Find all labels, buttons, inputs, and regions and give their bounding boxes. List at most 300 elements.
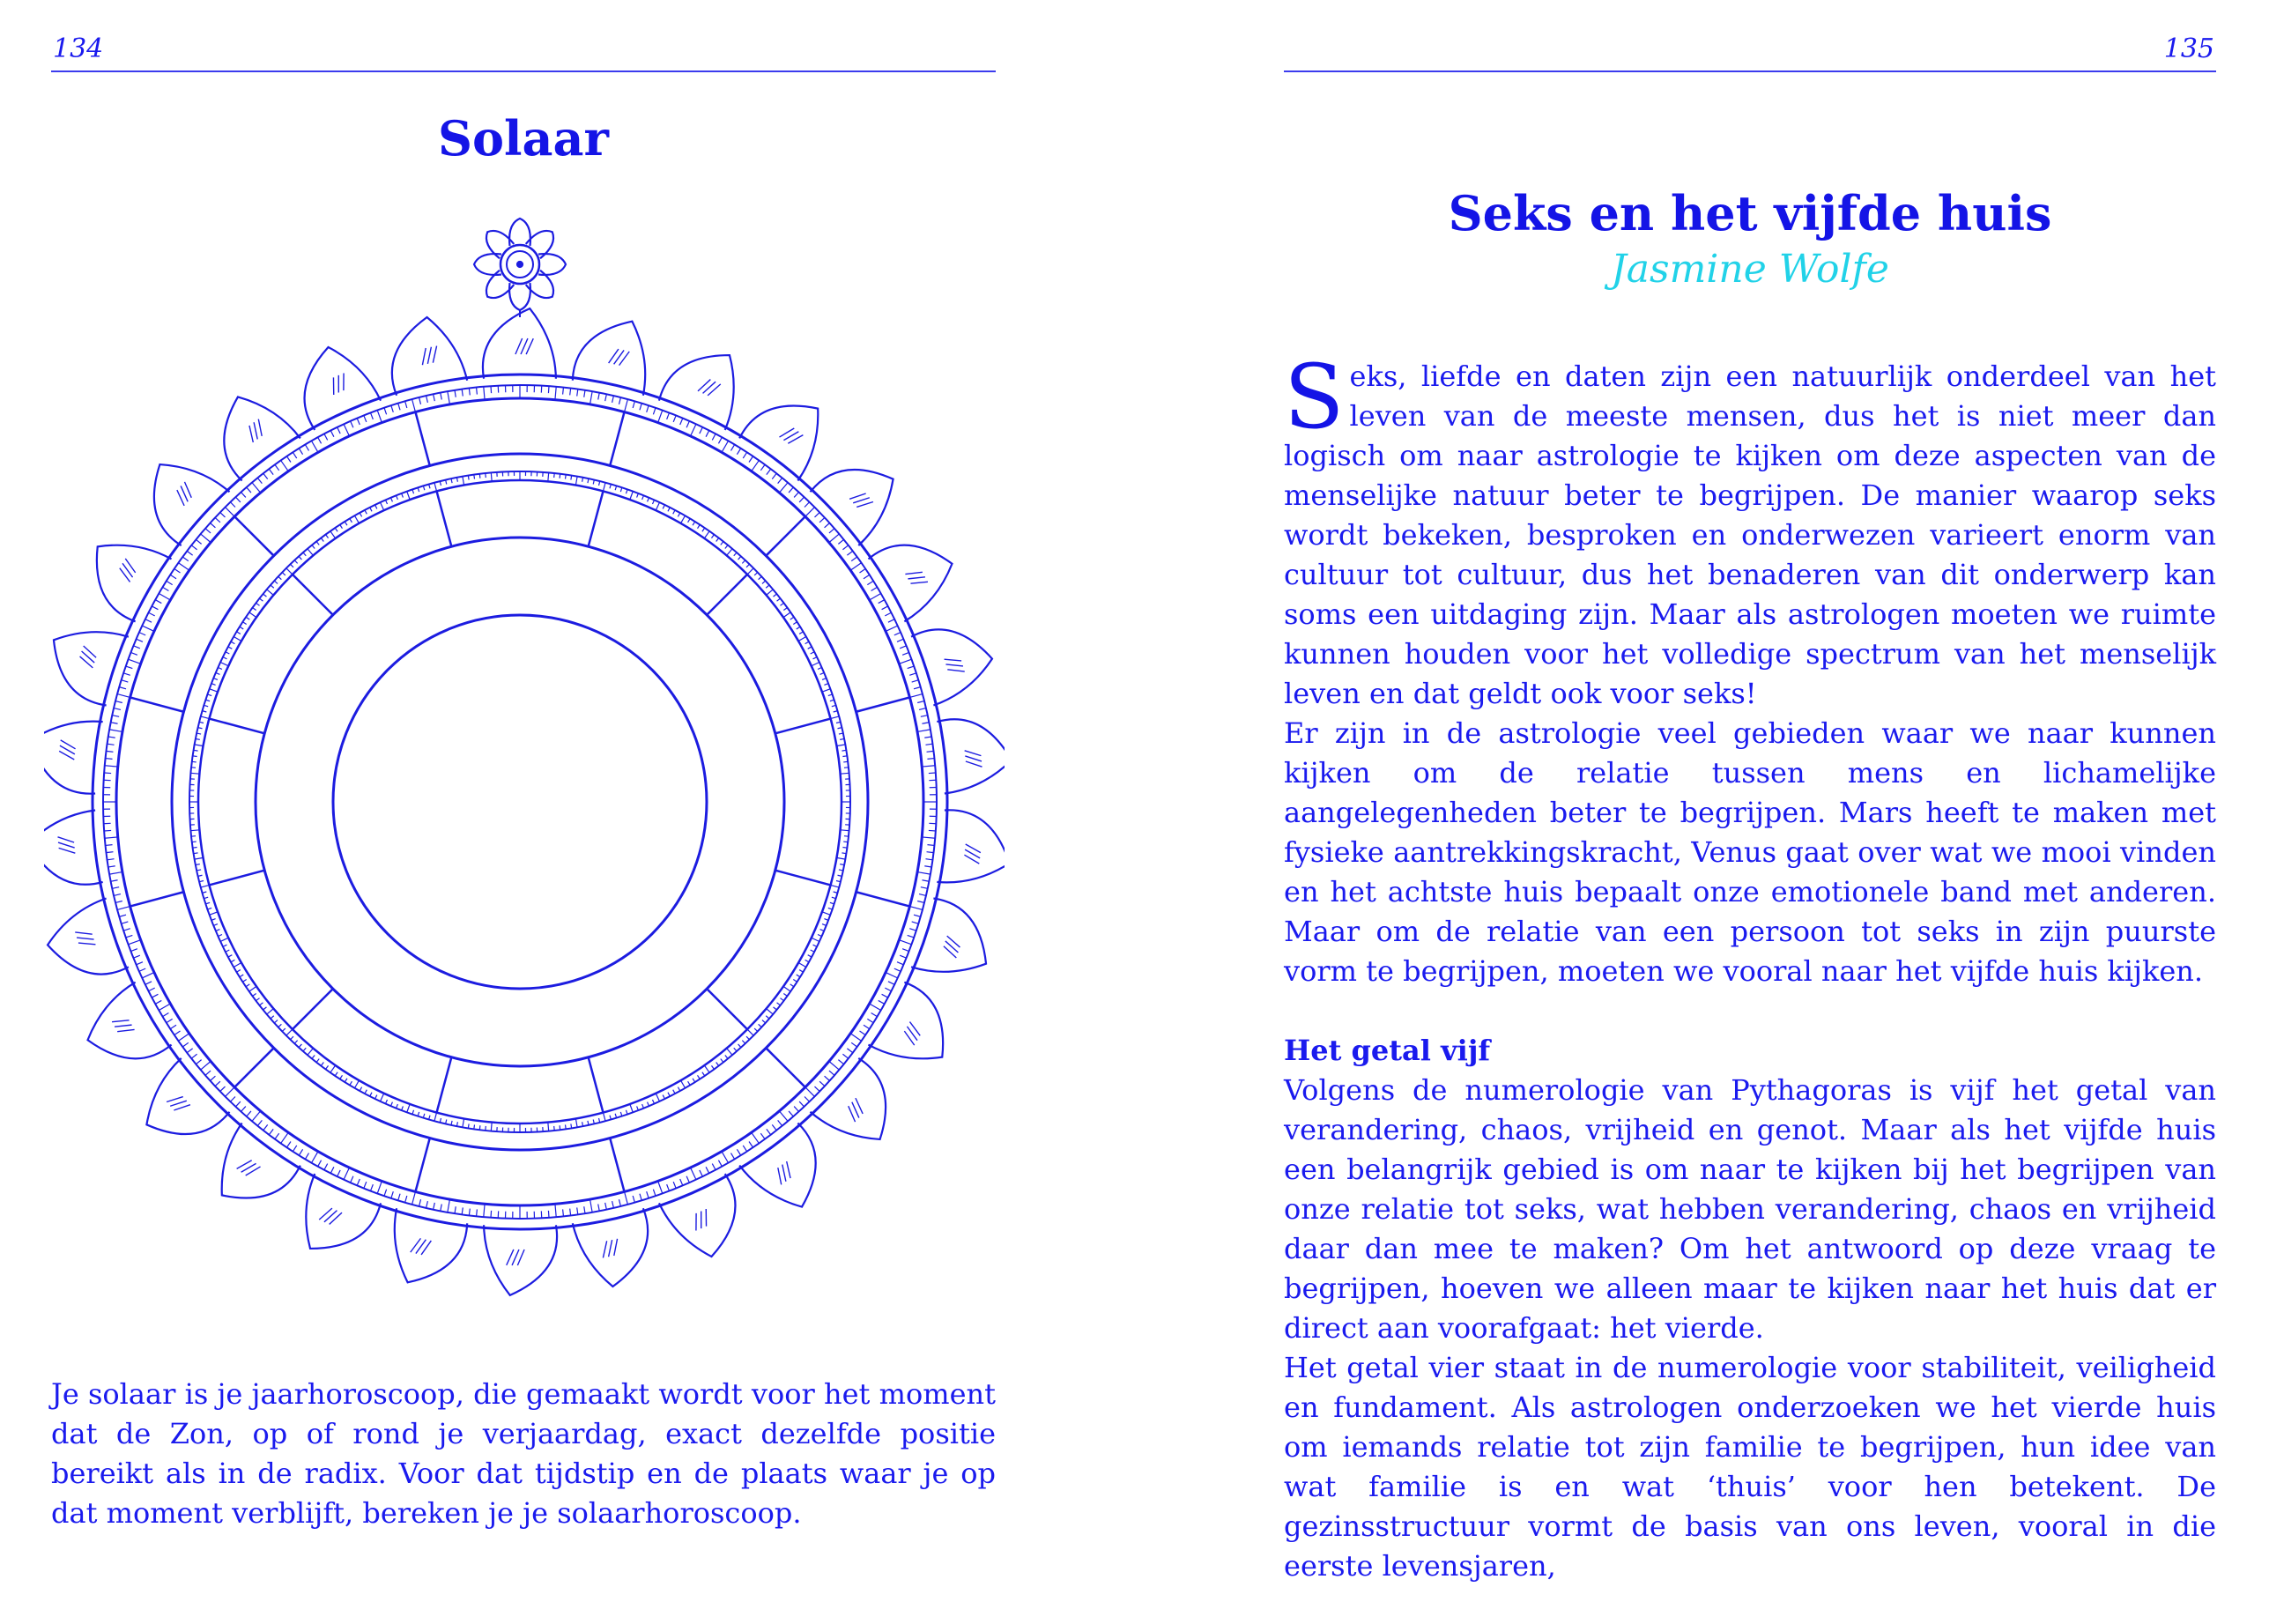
inner-degree-tick xyxy=(716,538,719,542)
petal-hatch xyxy=(966,761,982,767)
petal-hatch xyxy=(965,756,982,761)
degree-tick xyxy=(619,1199,620,1206)
degree-tick xyxy=(647,1191,649,1198)
degree-tick xyxy=(712,434,716,440)
inner-degree-tick xyxy=(738,1044,741,1048)
flower-center-dot xyxy=(517,262,523,267)
degree-tick xyxy=(220,1086,226,1092)
degree-tick xyxy=(426,396,428,403)
degree-tick xyxy=(108,744,115,745)
degree-tick xyxy=(577,1207,578,1214)
inner-degree-tick xyxy=(207,908,211,909)
inner-house-divider xyxy=(775,719,831,734)
degree-tick xyxy=(163,1012,169,1016)
inner-degree-tick xyxy=(335,528,337,531)
paragraph-4: Het getal vier staat in de numerologie voor stabiliteit, veiligheid en fundament. Als astrologen onderzoeken we het vierde huis om iemands relatie tot zijn familie te begrijpen, hun idee van wat familie is en wat ‘thuis’ voor hen betekent. De gezinsstructuur vormt de basis van ons leven, vooral in die eerste levensjaren, xyxy=(1284,1351,2216,1583)
degree-tick xyxy=(469,389,470,396)
inner-degree-tick xyxy=(204,897,208,898)
inner-degree-tick xyxy=(385,1100,387,1104)
degree-tick xyxy=(894,633,901,635)
degree-tick xyxy=(351,421,353,427)
outer-house-divider xyxy=(234,1048,274,1087)
inner-degree-tick xyxy=(805,960,809,961)
degree-tick xyxy=(860,569,866,573)
degree-tick xyxy=(137,639,143,641)
caption-text: Je solaar is je jaarhoroscoop, die gemaakt wordt voor het moment dat de Zon, op of rond je verjaardag, exact dezelfde positie bereikt als in de radix. Voor dat tijdstip en de plaats waar je op dat moment verblijft, bereken je je solaarhoroscoop. xyxy=(51,1377,996,1530)
degree-tick xyxy=(548,386,549,393)
inner-degree-tick xyxy=(246,984,249,987)
mandala-petal xyxy=(659,355,734,430)
inner-degree-tick xyxy=(218,667,222,669)
degree-tick xyxy=(247,1111,251,1116)
inner-degree-tick xyxy=(824,919,828,921)
degree-tick xyxy=(364,1182,367,1188)
inner-degree-tick xyxy=(548,472,549,481)
inner-degree-tick xyxy=(780,603,783,605)
inner-degree-tick xyxy=(201,716,210,719)
degree-tick xyxy=(241,492,246,497)
inner-degree-tick xyxy=(834,892,838,893)
degree-tick xyxy=(563,388,564,395)
degree-tick xyxy=(779,483,788,493)
inner-degree-tick xyxy=(842,847,847,848)
degree-tick xyxy=(491,1211,492,1218)
degree-tick xyxy=(269,469,273,474)
degree-tick xyxy=(914,915,921,916)
degree-tick xyxy=(700,1170,703,1176)
degree-tick xyxy=(191,1054,196,1058)
inner-degree-tick xyxy=(340,1075,343,1079)
inner-degree-tick xyxy=(820,930,825,931)
inner-degree-tick xyxy=(565,475,566,479)
inner-degree-tick xyxy=(762,581,766,583)
inner-degree-tick xyxy=(746,1036,749,1040)
inner-degree-tick xyxy=(746,564,749,567)
inner-degree-tick xyxy=(698,524,701,528)
petal-hatch xyxy=(324,1211,337,1222)
inner-degree-tick xyxy=(798,637,806,641)
inner-degree-tick xyxy=(830,700,834,701)
inner-degree-tick xyxy=(223,657,226,659)
degree-tick xyxy=(912,680,919,682)
degree-tick xyxy=(263,1124,268,1130)
degree-tick xyxy=(927,852,934,853)
inner-degree-tick xyxy=(226,652,229,654)
inner-degree-tick xyxy=(615,486,616,490)
petal-hatch xyxy=(75,932,92,934)
degree-tick xyxy=(337,1170,341,1176)
inner-degree-tick xyxy=(824,684,828,686)
inner-house-divider xyxy=(707,989,747,1029)
inner-degree-tick xyxy=(491,472,492,481)
inner-degree-tick xyxy=(194,750,198,751)
inner-degree-tick xyxy=(575,1118,577,1127)
inner-degree-tick xyxy=(747,568,753,575)
petal-hatch xyxy=(703,382,716,393)
degree-tick xyxy=(914,687,921,689)
inner-degree-tick xyxy=(294,1041,297,1044)
degree-tick xyxy=(106,845,113,846)
degree-tick xyxy=(680,419,683,425)
inner-degree-tick xyxy=(191,836,196,837)
degree-tick xyxy=(794,1107,798,1112)
inner-degree-tick xyxy=(767,1009,774,1014)
inner-degree-tick xyxy=(205,700,210,701)
degree-tick xyxy=(109,872,122,875)
degree-tick xyxy=(925,744,932,745)
degree-tick xyxy=(619,397,620,404)
inner-degree-tick xyxy=(777,598,781,601)
inner-degree-tick xyxy=(663,505,664,508)
inner-degree-tick xyxy=(836,745,845,746)
degree-tick xyxy=(142,626,154,631)
petal-hatch xyxy=(787,1161,790,1178)
inner-degree-tick xyxy=(271,1016,274,1019)
mandala-petal xyxy=(659,1174,736,1257)
paragraph-intro xyxy=(1284,345,2216,714)
inner-degree-tick xyxy=(308,1049,313,1056)
degree-tick xyxy=(548,1211,549,1218)
degree-tick xyxy=(370,1184,373,1190)
inner-degree-tick xyxy=(350,519,352,523)
inner-degree-tick xyxy=(192,761,196,762)
inner-degree-tick xyxy=(204,705,208,706)
inner-degree-tick xyxy=(571,476,572,480)
degree-tick xyxy=(653,408,656,415)
degree-tick xyxy=(658,1181,663,1193)
petal-hatch xyxy=(427,347,431,364)
degree-tick xyxy=(737,449,740,455)
inner-degree-tick xyxy=(220,663,228,666)
degree-tick xyxy=(312,1152,319,1163)
degree-tick xyxy=(377,1181,382,1193)
inner-degree-tick xyxy=(463,477,464,486)
inner-degree-tick xyxy=(412,489,414,493)
inner-degree-tick xyxy=(418,487,419,492)
degree-tick xyxy=(324,434,328,440)
inner-degree-tick xyxy=(375,505,377,508)
petal-hatch xyxy=(904,1031,914,1045)
degree-tick xyxy=(137,962,143,965)
degree-tick xyxy=(584,1206,585,1213)
inner-degree-tick xyxy=(805,641,809,643)
degree-tick xyxy=(842,545,848,550)
inner-degree-tick xyxy=(237,632,241,634)
degree-tick xyxy=(897,962,903,965)
petal-hatch xyxy=(112,1020,130,1022)
petal-hatch xyxy=(77,938,93,939)
degree-tick xyxy=(275,1133,279,1138)
inner-degree-tick xyxy=(355,515,360,523)
inner-degree-tick xyxy=(783,993,787,996)
degree-tick xyxy=(111,723,118,724)
degree-tick xyxy=(130,949,137,952)
inner-degree-tick xyxy=(843,761,848,762)
petal-hatch xyxy=(614,350,624,364)
degree-tick xyxy=(886,626,898,631)
degree-tick xyxy=(814,1086,819,1092)
degree-tick xyxy=(799,1101,804,1107)
degree-tick xyxy=(917,701,924,703)
inner-degree-tick xyxy=(832,705,836,706)
petal-hatch xyxy=(122,563,133,577)
degree-tick xyxy=(647,405,649,412)
inner-degree-tick xyxy=(271,585,274,588)
inner-degree-tick xyxy=(242,980,246,983)
degree-tick xyxy=(673,1182,676,1188)
outer-house-divider xyxy=(130,892,184,906)
degree-tick xyxy=(772,1124,776,1130)
inner-degree-tick xyxy=(711,1065,714,1069)
inner-degree-tick xyxy=(790,617,794,619)
degree-tick xyxy=(129,940,141,945)
page-number-right: 135 xyxy=(2163,33,2214,64)
degree-tick xyxy=(412,399,416,412)
degree-tick xyxy=(230,502,235,508)
inner-degree-tick xyxy=(312,545,315,549)
inner-degree-tick xyxy=(812,938,819,941)
inner-degree-tick xyxy=(259,598,263,601)
header-rule-left xyxy=(51,70,996,72)
inner-degree-tick xyxy=(716,1062,719,1065)
inner-degree-tick xyxy=(610,485,611,489)
degree-tick xyxy=(117,694,130,698)
degree-tick xyxy=(871,1012,878,1016)
degree-tick xyxy=(919,894,926,896)
degree-tick xyxy=(139,633,145,635)
inner-degree-tick xyxy=(207,694,211,696)
degree-tick xyxy=(281,461,289,471)
petal-hatch xyxy=(84,646,96,657)
degree-tick xyxy=(929,830,936,831)
inner-degree-tick xyxy=(223,945,226,946)
inner-degree-tick xyxy=(742,1041,745,1044)
inner-degree-tick xyxy=(626,489,627,493)
degree-tick xyxy=(230,1096,235,1101)
inner-degree-tick xyxy=(673,510,675,514)
degree-tick xyxy=(722,1152,729,1163)
inner-degree-tick xyxy=(360,1087,361,1091)
inner-degree-tick xyxy=(783,612,790,618)
degree-tick xyxy=(107,751,114,752)
inner-degree-tick xyxy=(721,541,723,545)
inner-degree-tick xyxy=(278,1024,282,1027)
degree-tick xyxy=(885,612,891,616)
inner-degree-tick xyxy=(630,1104,633,1112)
inner-degree-tick xyxy=(429,1116,430,1120)
degree-tick xyxy=(897,639,903,641)
inner-degree-tick xyxy=(423,1114,424,1118)
degree-tick xyxy=(191,545,196,550)
degree-tick xyxy=(114,894,121,896)
inner-degree-tick xyxy=(797,627,800,629)
degree-tick xyxy=(419,1199,421,1206)
chart-rings xyxy=(93,374,947,1229)
degree-tick xyxy=(305,1153,308,1160)
inner-degree-tick xyxy=(693,1079,695,1082)
degree-tick xyxy=(196,1060,201,1064)
degree-tick xyxy=(882,994,888,997)
degree-tick xyxy=(108,859,115,860)
inner-degree-tick xyxy=(228,647,232,649)
degree-tick xyxy=(293,1146,296,1152)
petal-hatch xyxy=(115,1025,131,1027)
degree-tick xyxy=(924,737,931,738)
inner-degree-tick xyxy=(263,1007,267,1010)
petal-hatch xyxy=(609,1240,612,1257)
inner-degree-tick xyxy=(249,612,256,618)
inner-degree-tick xyxy=(360,513,361,516)
mandala-petal xyxy=(868,983,943,1059)
degree-tick xyxy=(691,424,696,436)
degree-tick xyxy=(805,502,810,508)
degree-tick xyxy=(293,452,296,458)
inner-degree-tick xyxy=(603,483,605,492)
article-author: Jasmine Wolfe xyxy=(1611,247,1889,292)
degree-tick xyxy=(612,396,614,403)
petal-hatch xyxy=(167,1097,183,1102)
degree-tick xyxy=(126,935,133,938)
inner-degree-tick xyxy=(808,647,812,649)
inner-degree-tick xyxy=(345,522,347,525)
inner-degree-tick xyxy=(365,510,367,514)
degree-tick xyxy=(842,1054,848,1058)
degree-tick xyxy=(605,394,607,401)
inner-degree-tick xyxy=(693,522,695,525)
inner-degree-tick xyxy=(385,500,387,504)
degree-tick xyxy=(888,982,894,985)
inner-degree-tick xyxy=(479,474,480,478)
inner-degree-tick xyxy=(678,513,679,516)
inner-degree-tick xyxy=(725,1056,728,1059)
inner-degree-tick xyxy=(479,1125,480,1130)
inner-house-divider xyxy=(589,1057,604,1113)
degree-tick xyxy=(888,619,894,623)
petal-hatch xyxy=(254,422,257,439)
inner-degree-tick xyxy=(766,585,769,588)
inner-degree-tick xyxy=(274,581,278,583)
petal-hatch xyxy=(174,1105,190,1110)
inner-degree-tick xyxy=(434,1113,437,1122)
degree-tick xyxy=(927,845,934,846)
inner-degree-tick xyxy=(554,473,555,478)
inner-degree-tick xyxy=(727,549,732,556)
petal-hatch xyxy=(117,1029,134,1031)
degree-tick xyxy=(210,523,215,528)
inner-degree-tick xyxy=(663,1095,664,1099)
degree-tick xyxy=(145,619,152,623)
inner-degree-tick xyxy=(754,1028,758,1031)
degree-tick xyxy=(182,557,188,561)
degree-tick xyxy=(330,1167,334,1173)
inner-degree-tick xyxy=(759,1024,762,1027)
degree-tick xyxy=(104,830,111,831)
degree-tick xyxy=(919,708,926,710)
degree-tick xyxy=(142,973,154,978)
degree-tick xyxy=(263,473,268,478)
outer-house-divider xyxy=(856,697,910,711)
inner-degree-tick xyxy=(203,892,207,893)
inner-degree-tick xyxy=(811,950,814,952)
inner-degree-tick xyxy=(402,1106,404,1110)
inner-degree-tick xyxy=(370,508,372,511)
inner-degree-tick xyxy=(412,1110,414,1115)
inner-degree-tick xyxy=(668,508,670,511)
degree-tick xyxy=(152,606,158,610)
mandala-petal xyxy=(739,1123,815,1206)
inner-degree-tick xyxy=(822,689,830,692)
degree-tick xyxy=(673,415,676,421)
degree-tick xyxy=(398,1194,400,1201)
degree-tick xyxy=(179,563,189,571)
degree-tick xyxy=(318,437,322,443)
inner-degree-tick xyxy=(603,1113,605,1122)
petal-hatch xyxy=(849,493,866,499)
degree-tick xyxy=(105,837,118,838)
inner-degree-tick xyxy=(474,1124,475,1129)
degree-tick xyxy=(700,427,703,434)
inner-degree-tick xyxy=(832,897,836,898)
degree-tick xyxy=(398,404,400,411)
degree-tick xyxy=(570,389,571,396)
petal-hatch xyxy=(421,1241,431,1255)
degree-tick xyxy=(819,517,825,522)
degree-tick xyxy=(778,1120,782,1125)
degree-tick xyxy=(419,397,421,404)
drop-cap: S xyxy=(1284,345,1345,449)
inner-degree-tick xyxy=(330,1065,336,1072)
degree-tick xyxy=(851,1042,856,1047)
degree-tick xyxy=(680,1179,683,1185)
petal-hatch xyxy=(614,1239,618,1256)
degree-tick xyxy=(794,492,798,497)
petal-hatch xyxy=(782,1165,786,1182)
inner-degree-tick xyxy=(291,564,293,567)
degree-tick xyxy=(215,1081,220,1086)
petal-hatch xyxy=(945,664,962,666)
degree-tick xyxy=(885,988,891,991)
degree-tick xyxy=(799,497,804,502)
petal-hatch xyxy=(910,582,928,583)
degree-tick xyxy=(686,1176,689,1183)
outer-house-divider xyxy=(610,412,624,466)
degree-tick xyxy=(364,415,367,421)
inner-degree-tick xyxy=(259,1003,263,1005)
degree-tick xyxy=(899,940,911,945)
inner-degree-tick xyxy=(234,963,241,968)
mandala-petal xyxy=(306,1174,381,1249)
degree-tick xyxy=(133,646,139,649)
degree-tick xyxy=(667,1184,670,1190)
inner-degree-tick xyxy=(240,627,243,629)
degree-tick xyxy=(829,1071,834,1075)
inner-degree-tick xyxy=(780,998,783,1001)
degree-tick xyxy=(555,1204,556,1217)
inner-degree-tick xyxy=(681,1080,686,1088)
degree-tick xyxy=(743,1146,746,1152)
degree-tick xyxy=(760,1133,765,1138)
inner-degree-tick xyxy=(734,552,737,556)
inner-degree-tick xyxy=(762,1020,766,1023)
degree-tick xyxy=(851,557,856,561)
inner-degree-tick xyxy=(286,568,293,575)
petal-hatch xyxy=(619,352,630,366)
degree-tick xyxy=(114,708,121,710)
degree-tick xyxy=(749,1142,753,1148)
inner-degree-tick xyxy=(620,1112,622,1116)
degree-tick xyxy=(902,652,908,655)
inner-degree-tick xyxy=(777,1003,781,1005)
